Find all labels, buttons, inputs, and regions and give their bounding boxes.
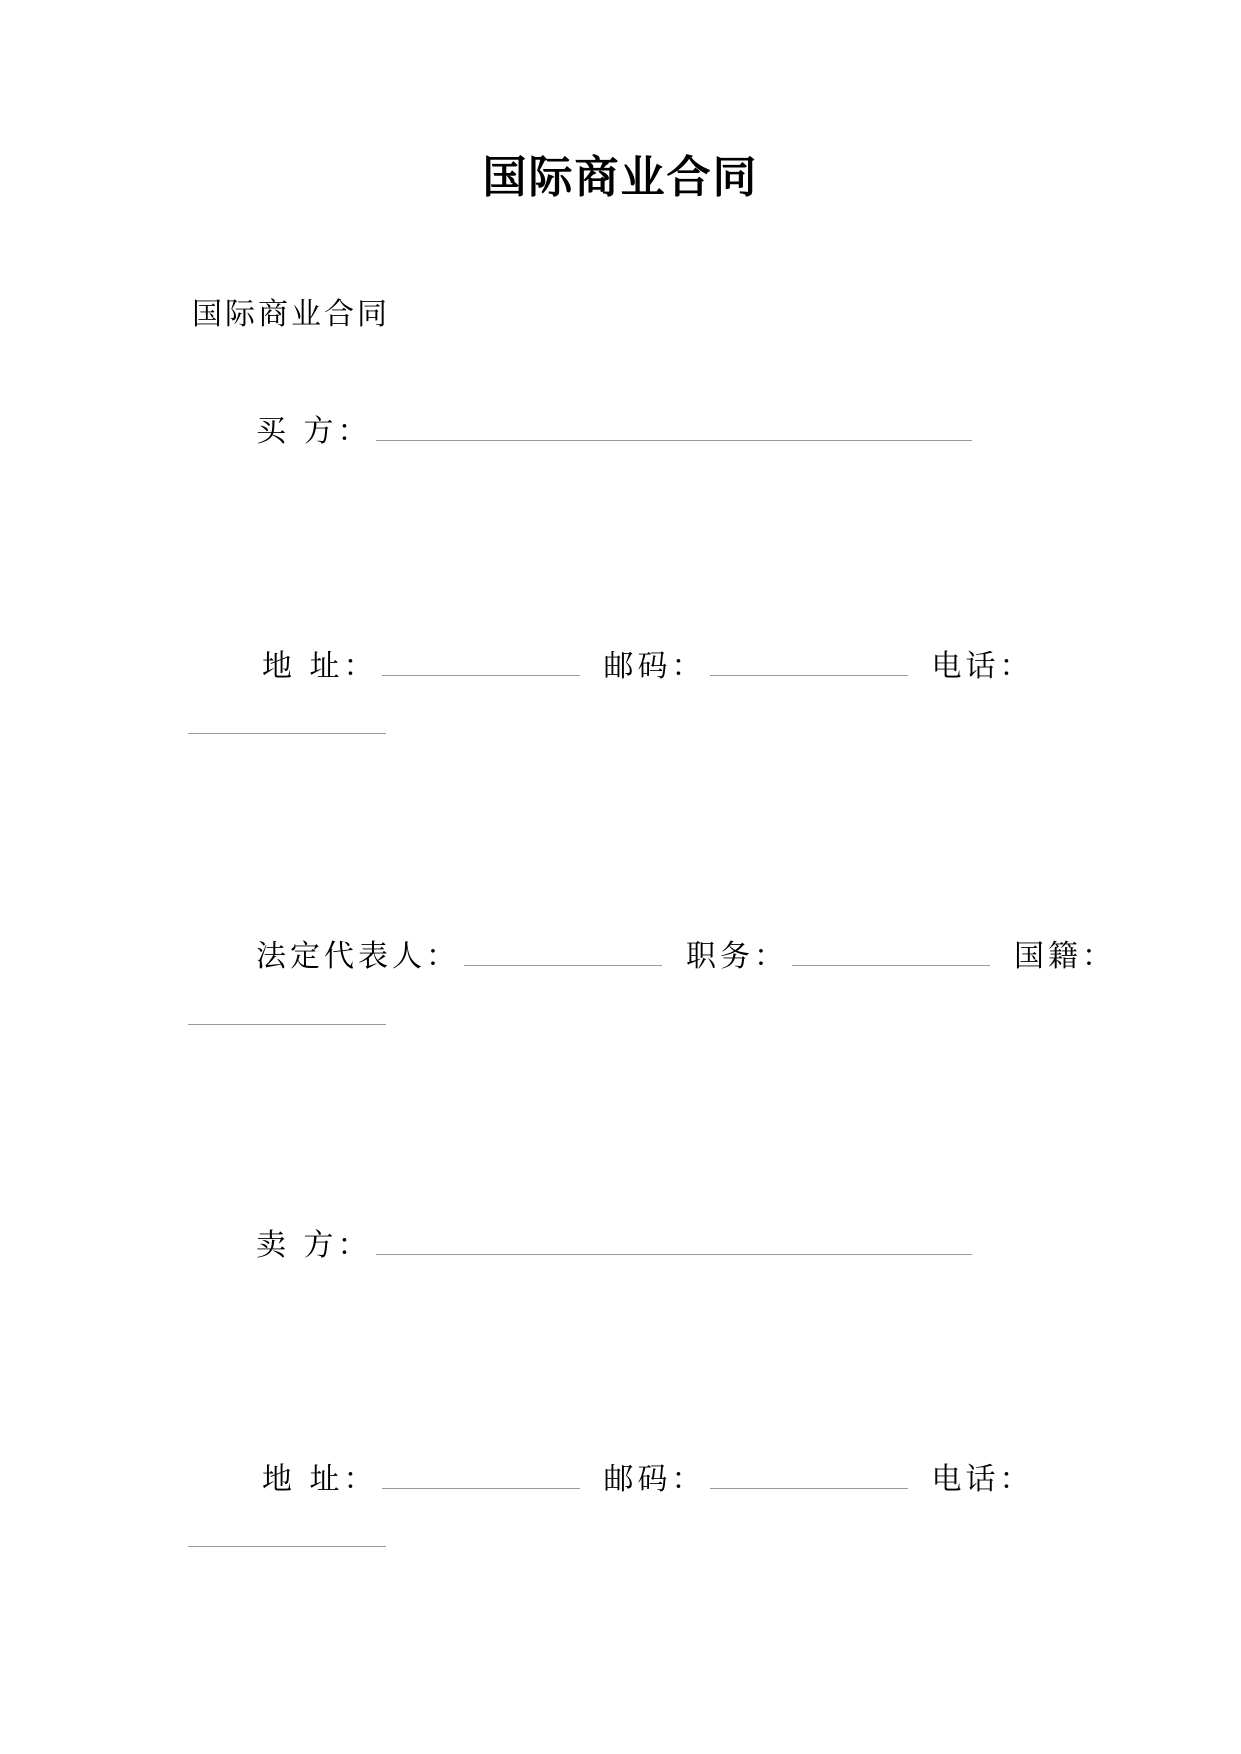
- seller-postcode-blank[interactable]: [710, 1466, 908, 1489]
- seller-address-blank[interactable]: [382, 1466, 580, 1489]
- seller-line: [256, 1226, 978, 1266]
- buyer-address-line: [262, 647, 1034, 687]
- buyer-postcode-label: 邮码：: [603, 649, 706, 684]
- seller-label: 卖 方：: [256, 1228, 372, 1263]
- buyer-name-blank[interactable]: [376, 418, 972, 441]
- seller-postcode-label: 邮码：: [603, 1462, 706, 1497]
- buyer-phone-blank[interactable]: [188, 733, 386, 734]
- legal-rep-label: 法定代表人：: [256, 939, 460, 974]
- position-blank[interactable]: [792, 943, 990, 966]
- seller-address-label: 地 址：: [262, 1462, 378, 1497]
- buyer-address-label: 地 址：: [262, 649, 378, 684]
- buyer-label: 买 方：: [256, 414, 372, 449]
- legal-rep-blank[interactable]: [464, 943, 662, 966]
- buyer-legal-rep-line: [256, 937, 1116, 977]
- document-title: 国际商业合同: [482, 152, 759, 203]
- buyer-postcode-blank[interactable]: [710, 653, 908, 676]
- seller-phone-blank[interactable]: [188, 1546, 386, 1547]
- seller-name-blank[interactable]: [376, 1232, 972, 1255]
- buyer-address-blank[interactable]: [382, 653, 580, 676]
- document-subtitle: 国际商业合同: [192, 297, 390, 332]
- seller-phone-label: 电话：: [931, 1462, 1034, 1497]
- position-label: 职务：: [686, 939, 788, 974]
- buyer-line: [256, 412, 978, 452]
- nationality-label: 国籍：: [1014, 939, 1116, 974]
- nationality-blank[interactable]: [188, 1024, 386, 1025]
- buyer-phone-label: 电话：: [931, 649, 1034, 684]
- seller-address-line: [262, 1460, 1034, 1500]
